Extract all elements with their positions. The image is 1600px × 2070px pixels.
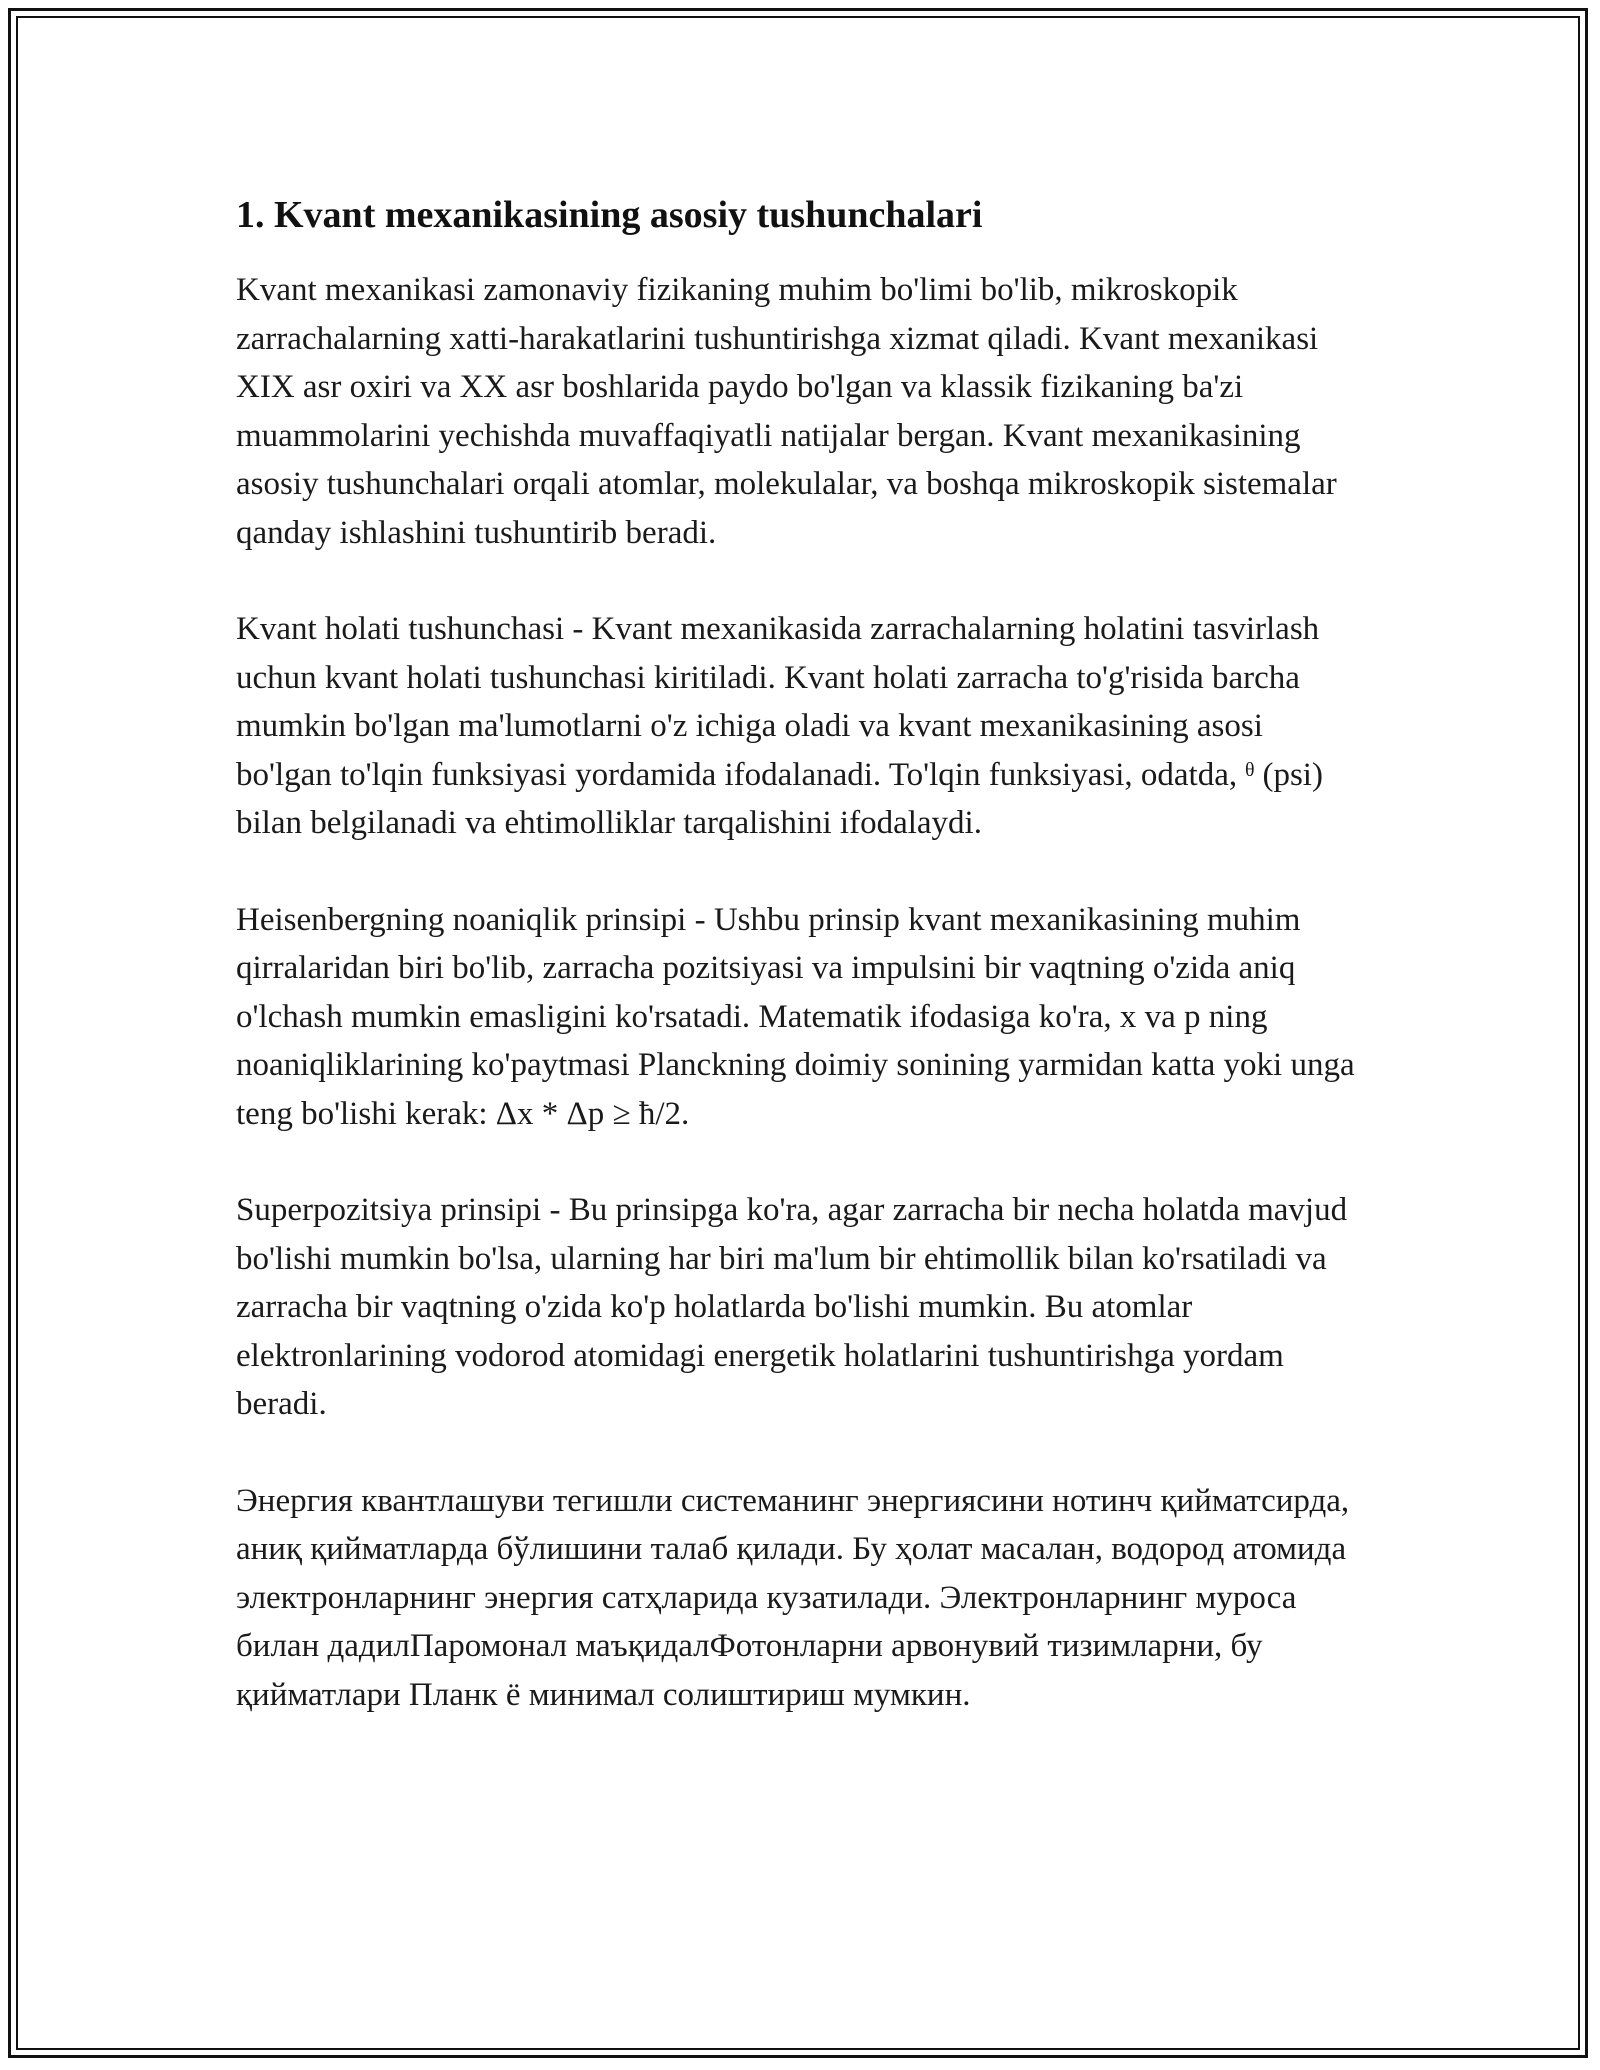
- section-heading: 1. Kvant mexanikasining asosiy tushunchalari: [236, 194, 983, 236]
- paragraph-intro: Kvant mexanikasi zamonaviy fizikaning muhim bo'limi bo'lib, mikroskopik zarrachalarning xatti-harakatlarini tushuntirishga xizmat qiladi. Kvant mexanikasi XIX asr oxiri va XX asr boshlarida paydo bo'lgan va klassik fizikaning ba'zi muammolarini yechishda muvaffaqiyatli natijalar bergan. Kvant mexanikasining asosiy tushunchalari orqali atomlar, molekulalar, va boshqa mikroskopik sistemalar qanday ishlashini tushuntirib beradi.: [236, 272, 1337, 551]
- paragraph-superposition: Superpozitsiya prinsipi - Bu prinsipga ko'ra, agar zarracha bir necha holatda mavjud bo'lishi mumkin bo'lsa, ularning har biri ma'lum bir ehtimollik bilan ko'rsatiladi va zarracha bir vaqtning o'zida ko'p holatlarda bo'lishi mumkin. Bu atomlar elektronlarining vodorod atomidagi energetik holatlarini tushuntirishga yordam beradi.: [236, 1192, 1348, 1422]
- paragraph-energy-quantization: Энергия квантлашуви тегишли системанинг энергиясини нотинч қийматсирда, аниқ қийматларда бўлишини талаб қилади. Бу ҳолат масалан, водород атомида электронларнинг энергия сатҳларида кузатилади. Электронларнинг муроса билан дадилПаромонал маъқидалФотонларни арвонувий тизимларни, бу қийматлари Планк ё минимал солиштириш мумкин.: [236, 1482, 1350, 1713]
- paragraph-uncertainty-principle: Heisenbergning noaniqlik prinsipi - Ushbu prinsip kvant mexanikasining muhim qirralaridan biri bo'lib, zarracha pozitsiyasi va impulsini bir vaqtning o'zida aniq o'lchash mumkin emasligini ko'rsatadi. Matematik ifodasiga ko'ra, x va p ning noaniqliklarining ko'paytmasi Planckning doimiy sonining yarmidan katta yoki unga teng bo'lishi kerak: Δx * Δp ≥ ħ/2.: [236, 901, 1355, 1132]
- document-body: [236, 188, 1366, 1767]
- paragraph-quantum-state: Kvant holati tushunchasi - Kvant mexanikasida zarrachalarning holatini tasvirlash uchun kvant holati tushunchasi kiritiladi. Kvant holati zarracha to'g'risida barcha mumkin bo'lgan ma'lumotlarni o'z ichiga oladi va kvant mexanikasining asosi bo'lgan to'lqin funksiyasi yordamida ifodalanadi. To'lqin funksiyasi, odatda, ᶿ (psi) bilan belgilanadi va ehtimolliklar tarqalishini ifodalaydi.: [236, 611, 1323, 841]
